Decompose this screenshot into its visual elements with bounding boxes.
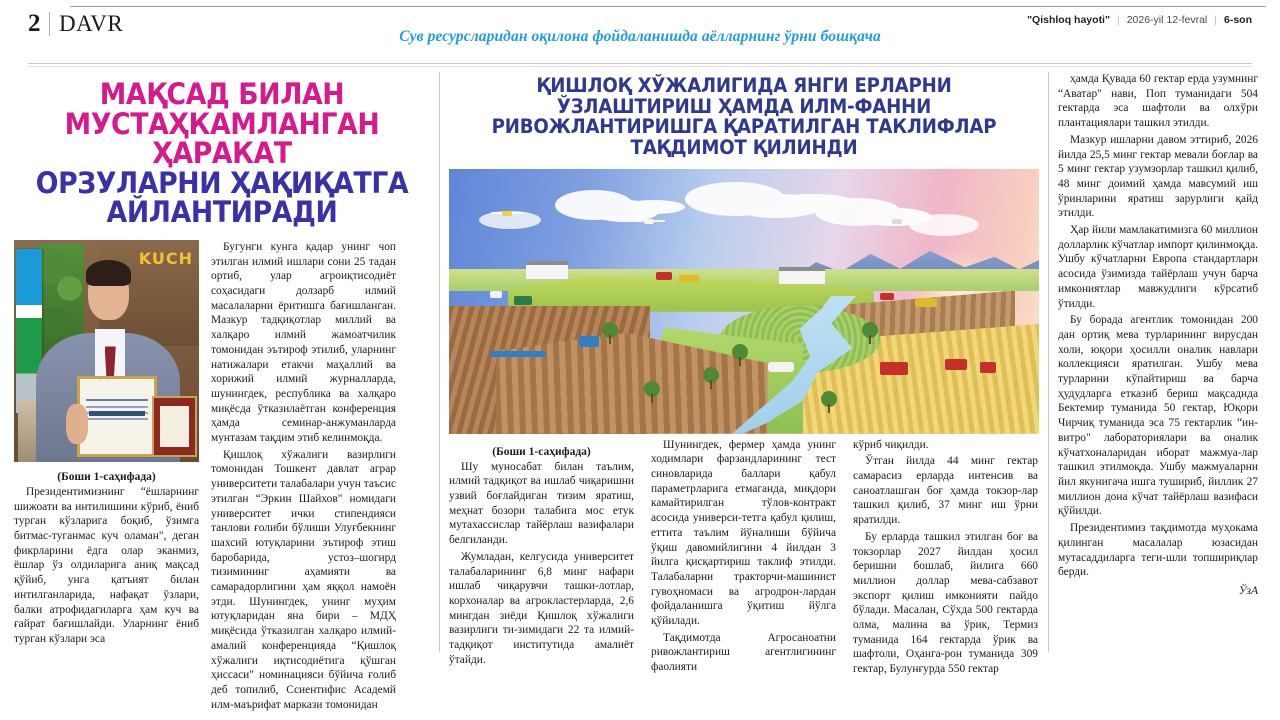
tree-icon-4 xyxy=(821,391,837,413)
cloud-icon-1 xyxy=(555,190,633,220)
center-col3-paragraph-1: кўриб чиқилди. xyxy=(853,438,929,451)
center-story-columns xyxy=(449,438,1039,679)
center-column-2 xyxy=(651,438,836,679)
page-number: 2 xyxy=(28,10,40,37)
harvester-icon-yellow xyxy=(915,298,937,307)
byline: ЎзА xyxy=(1238,584,1258,597)
column-divider-2 xyxy=(1048,72,1049,652)
left-col2-paragraph-2: Қишлоқ хўжалиги вазирлиги томонидан Тошкент давлат аграр университети талабалари учун таъсис этилган “Эркин Шайхов" номидаги университет ички стипендияси танлови ғолиби бўлиши Улуғбекнинг шахсий ютуқларини эътироф этиш баробарида, устоз–шогирд тизимининг аҳамияти ва самарадорлигини ҳам яққол намоён этди. Шунингдек, унинг муҳим ютуқларидан яна бири – МДҲ миқёсида ўтказилган халқаро илмий-амалий конференцияда “Қишлоқ хўжалиги иқтисодиётига қўшган ҳиссаси" номинацияси бўйича ғолиб деб топилиб, Ссиентифис Асадемй илм-маърифат маркази томонидан xyxy=(211,448,396,711)
farmhouse-icon xyxy=(526,261,568,279)
left-column-1 xyxy=(14,240,199,720)
masthead-top-rule xyxy=(70,6,1266,7)
tractor-icon-right-far xyxy=(880,293,894,300)
award-plaque-icon xyxy=(152,396,197,458)
left-story xyxy=(14,72,430,711)
award-plaque-inner xyxy=(160,406,189,448)
photo-person-hand xyxy=(66,404,88,444)
tree-icon-2 xyxy=(644,381,660,403)
issue-separator-2: | xyxy=(1214,14,1217,26)
tree-icon-3 xyxy=(703,367,719,389)
farm-illustration xyxy=(449,169,1039,434)
masthead-bottom-rule xyxy=(28,63,1252,64)
kicker-banner xyxy=(14,28,1266,46)
right-paragraph-3: Ҳар йили мамлакатимизга 60 миллион долларлик кўчатлар импорт қилинмоқда. Ушбу кўчатларни Европа стандартлари асосида ўзимизда тайёрлаш учун барча имкониятлар мавжудлиги кўрсатиб ўтилди. xyxy=(1058,224,1258,310)
center-col2-paragraph-2: Тақдимотда Агросаноатни ривожлантириш агентлигининг фаолияти xyxy=(651,631,836,674)
kicker-text: Сув ресурсларидан оқилона фойдаланишда аёлларнинг ўрни бошқача xyxy=(399,28,881,45)
paper-name: DAVR xyxy=(59,11,124,36)
drone-icon-1 xyxy=(502,211,512,216)
center-col3-paragraph-2: Ўтган йилда 44 минг гектар самарасиз ерларда интенсив ва саноатлашган боғ ҳамда токзор-лар ташкил қилиб, 37 минг иш ўрни яратилди. xyxy=(853,455,1038,527)
tractor-icon-blue xyxy=(579,336,599,347)
photo-person-hair xyxy=(86,260,130,287)
left-headline-line-4: АЙЛАНТИРАДИ xyxy=(106,195,338,230)
combine-harvester-icon xyxy=(880,362,908,375)
center-headline-line-1: ҚИШЛОҚ ХЎЖАЛИГИДА ЯНГИ ЕРЛАРНИ ЎЗЛАШТИРИШ ҲАМДА ИЛМ-ФАННИ xyxy=(536,74,952,118)
left-headline-line-1: МАҚСАД БИЛАН xyxy=(99,77,345,111)
center-headline xyxy=(449,72,1039,169)
tree-icon-1 xyxy=(602,322,618,344)
center-col3-paragraph-3: Бу ерларда ташкил этилган боғ ва токзорлар 2027 йилдан ҳосил беришни бошлаб, йилига 660 миллион доллар мева-сабзавот экспорт қилиш имконияти пайдо бўлади. Масалан, Сўхда 500 гектарда олма, малина ва ўрик, Термиз туманида 164 гектарда ўрик ва шафтоли, Оҳанга-рон туманида 309 гектар, Булунғурда 550 гектар xyxy=(853,530,1038,676)
left-col2-paragraph-1: Бугунги кунга қадар унинг чоп этилган илмий ишлари сони 25 тадан ортиб, улар агроиқтисодиёт соҳасидаги долзарб илмий масалаларни ёритишга бағишланган. Мазкур тадқиқотлар миллий ва халқаро илмий жамоатчилик томонидан эътироф этилиб, уларнинг натижалари етакчи маҳаллий ва хорижий илмий журналларда, шунингдек, республика ва халқаро миқёсда ўтказилаётган конференция ҳамда семинар-анжуманларда мунтазам тақдим этиб келинмоқда. xyxy=(211,240,396,445)
content-area xyxy=(14,72,1266,711)
issue-date: 2026-yil 12-fevral xyxy=(1126,14,1208,26)
drone-icon-2 xyxy=(644,219,654,224)
seed-drill-icon xyxy=(490,351,546,357)
column-divider-1 xyxy=(439,72,440,652)
cloud-icon-2 xyxy=(685,182,785,216)
left-continuation-note: (Боши 1-саҳифада) xyxy=(57,470,156,483)
award-photo xyxy=(14,240,199,462)
center-col2-paragraph-1: Шунингдек, фермер ҳамда унинг ходимлари фарзандларининг тест синовларида баллари қабул параметрларига етмаганда, миқдори камайтирилган тўлов-контракт асосида универси-тетга қабул қилиш, еттита таълим йўналиши бўйича ўқиш давомийлигини 4 йилдан 3 йилга қисқартириш таклиф этилди. Талабаларни тракторчи-машинист гувоҳномаси ва агродрон-лардан фойдаланишга ўқитиш йўлга қўйилади. xyxy=(651,438,836,628)
pickup-truck-icon xyxy=(768,362,794,372)
center-col1-paragraph-1: Шу муносабат билан таълим, илмий тадқиқот ва ишлаб чиқаришни узвий боғлайдиган тизим яратиш, меҳнат бозори талабига мос етук мутахассислар тайёрлаш вазифалари белгиланди. xyxy=(449,460,634,547)
grain-silo-icon xyxy=(779,267,825,284)
tree-icon-5 xyxy=(862,322,878,344)
trailer-icon-far xyxy=(679,275,699,282)
tractor-icon-red-far xyxy=(656,272,672,280)
masthead-bottom-rule-2 xyxy=(28,66,1252,67)
publication-name: "Qishloq hayoti" xyxy=(1027,14,1110,26)
right-paragraph-2: Мазкур ишларни давом эттириб, 2026 йилда 25,5 минг гектар мевали боғлар ва 5 минг гектар узумзорлар ташкил қилиб, 48 минг доимий ҳамда мавсумий иш ўринларини яратиш зарурлиги қайд этилди. xyxy=(1058,133,1258,220)
center-col1-paragraph-2: Жумладан, келгусида университет талабаларининг 6,8 минг нафари ишлаб чиқарувчи ташки-лотлар, корхоналар ва агрокластерларда, 2,6 мингдан зиёди Қишлоқ хўжалиги вазирлиги ти-зимидаги 22 та илмий-тадқиқот институтида амалиёт ўтайди. xyxy=(449,550,634,666)
right-paragraph-1: ҳамда Қувада 60 гектар ерда узумнинг “Аватар" нави, Поп туманидаги 504 гектарда эса шафтоли ва олхўри плантациялари ташкил этилди. xyxy=(1058,73,1258,130)
right-column xyxy=(1058,72,1258,652)
center-continuation-note: (Боши 1-саҳифада) xyxy=(492,445,591,458)
issue-number: 6-son xyxy=(1223,14,1252,26)
left-headline-line-3: ОРЗУЛАРНИ ҲАҚИҚАТГА xyxy=(35,165,409,200)
grain-cart-icon xyxy=(945,359,967,370)
left-column-2 xyxy=(211,240,396,720)
right-paragraph-5: Президентимиз тақдимотда муҳокама қилинган масалалар юзасидан мутасаддиларга теги-шли топшириқлар берди. xyxy=(1058,522,1258,579)
issue-separator-1: | xyxy=(1116,14,1120,26)
tree-icon-6 xyxy=(732,344,748,366)
left-headline xyxy=(14,72,430,232)
cloud-icon-5 xyxy=(909,214,979,236)
certificate-title-bar xyxy=(89,411,145,416)
seed-tank-icon xyxy=(490,291,502,298)
certificate-icon xyxy=(77,376,157,457)
right-paragraph-4: Бу борада агентлик томонидан 200 дан ортиқ мева турларининг вирусдан холи, юқори ҳосилли оналик навлари коллекцияси яратилган. Ушбу мева турларини кўпайтириш ва барча ҳудудларга етказиб бериш мақсадида Бектемир туманида 50 гектар, Юқори Чирчиқ туманида эса 75 гектарлик “ин-витро" лабораториялари ва оналик кўчатхоналаридан иборат мажмуа-лар ташкил этилмоқда. Ушбу мажмуаларни йил якунигача ишга тушириб, йиллик 27 миллион дона кўчат тайёрлаш вазифаси қўйилди. xyxy=(1058,314,1258,518)
certificate-lines xyxy=(86,399,148,401)
center-story xyxy=(449,72,1039,676)
left-col1-paragraph-1: Президентимизнинг “ёшларнинг шижоати ва интилишини кўриб, ёниб турган кўзларига боқиб, ўзимга битмас-туганмас куч оламан", деган фикрларини ёдга олар эканмиз, ёшлар ўз олдиларига аниқ мақсад қўйиб, унга қатъият билан интилганларида, нафақат ўзлари, балки атрофидагиларга ҳам куч ва ғайрат бағишлайди. Уларнинг ёниб турган кўзлари эса xyxy=(14,485,199,645)
drone-icon-3 xyxy=(892,219,902,224)
masthead xyxy=(14,0,1266,56)
left-headline-line-2: МУСТАҲКАМЛАНГАН ҲАРАКАТ xyxy=(64,106,380,171)
tractor-icon-green xyxy=(514,296,532,305)
tractor-icon-red-right xyxy=(980,362,996,373)
left-story-columns xyxy=(14,240,430,720)
center-headline-line-2: РИВОЖЛАНТИРИШГА ҚАРАТИЛГАН ТАКЛИФЛАР ТАҚДИМОТ ҚИЛИНДИ xyxy=(491,115,997,159)
center-column-3 xyxy=(853,438,1038,679)
photo-wall-text: KUCH xyxy=(138,248,193,268)
center-column-1 xyxy=(449,438,634,679)
issue-info xyxy=(1027,14,1252,26)
